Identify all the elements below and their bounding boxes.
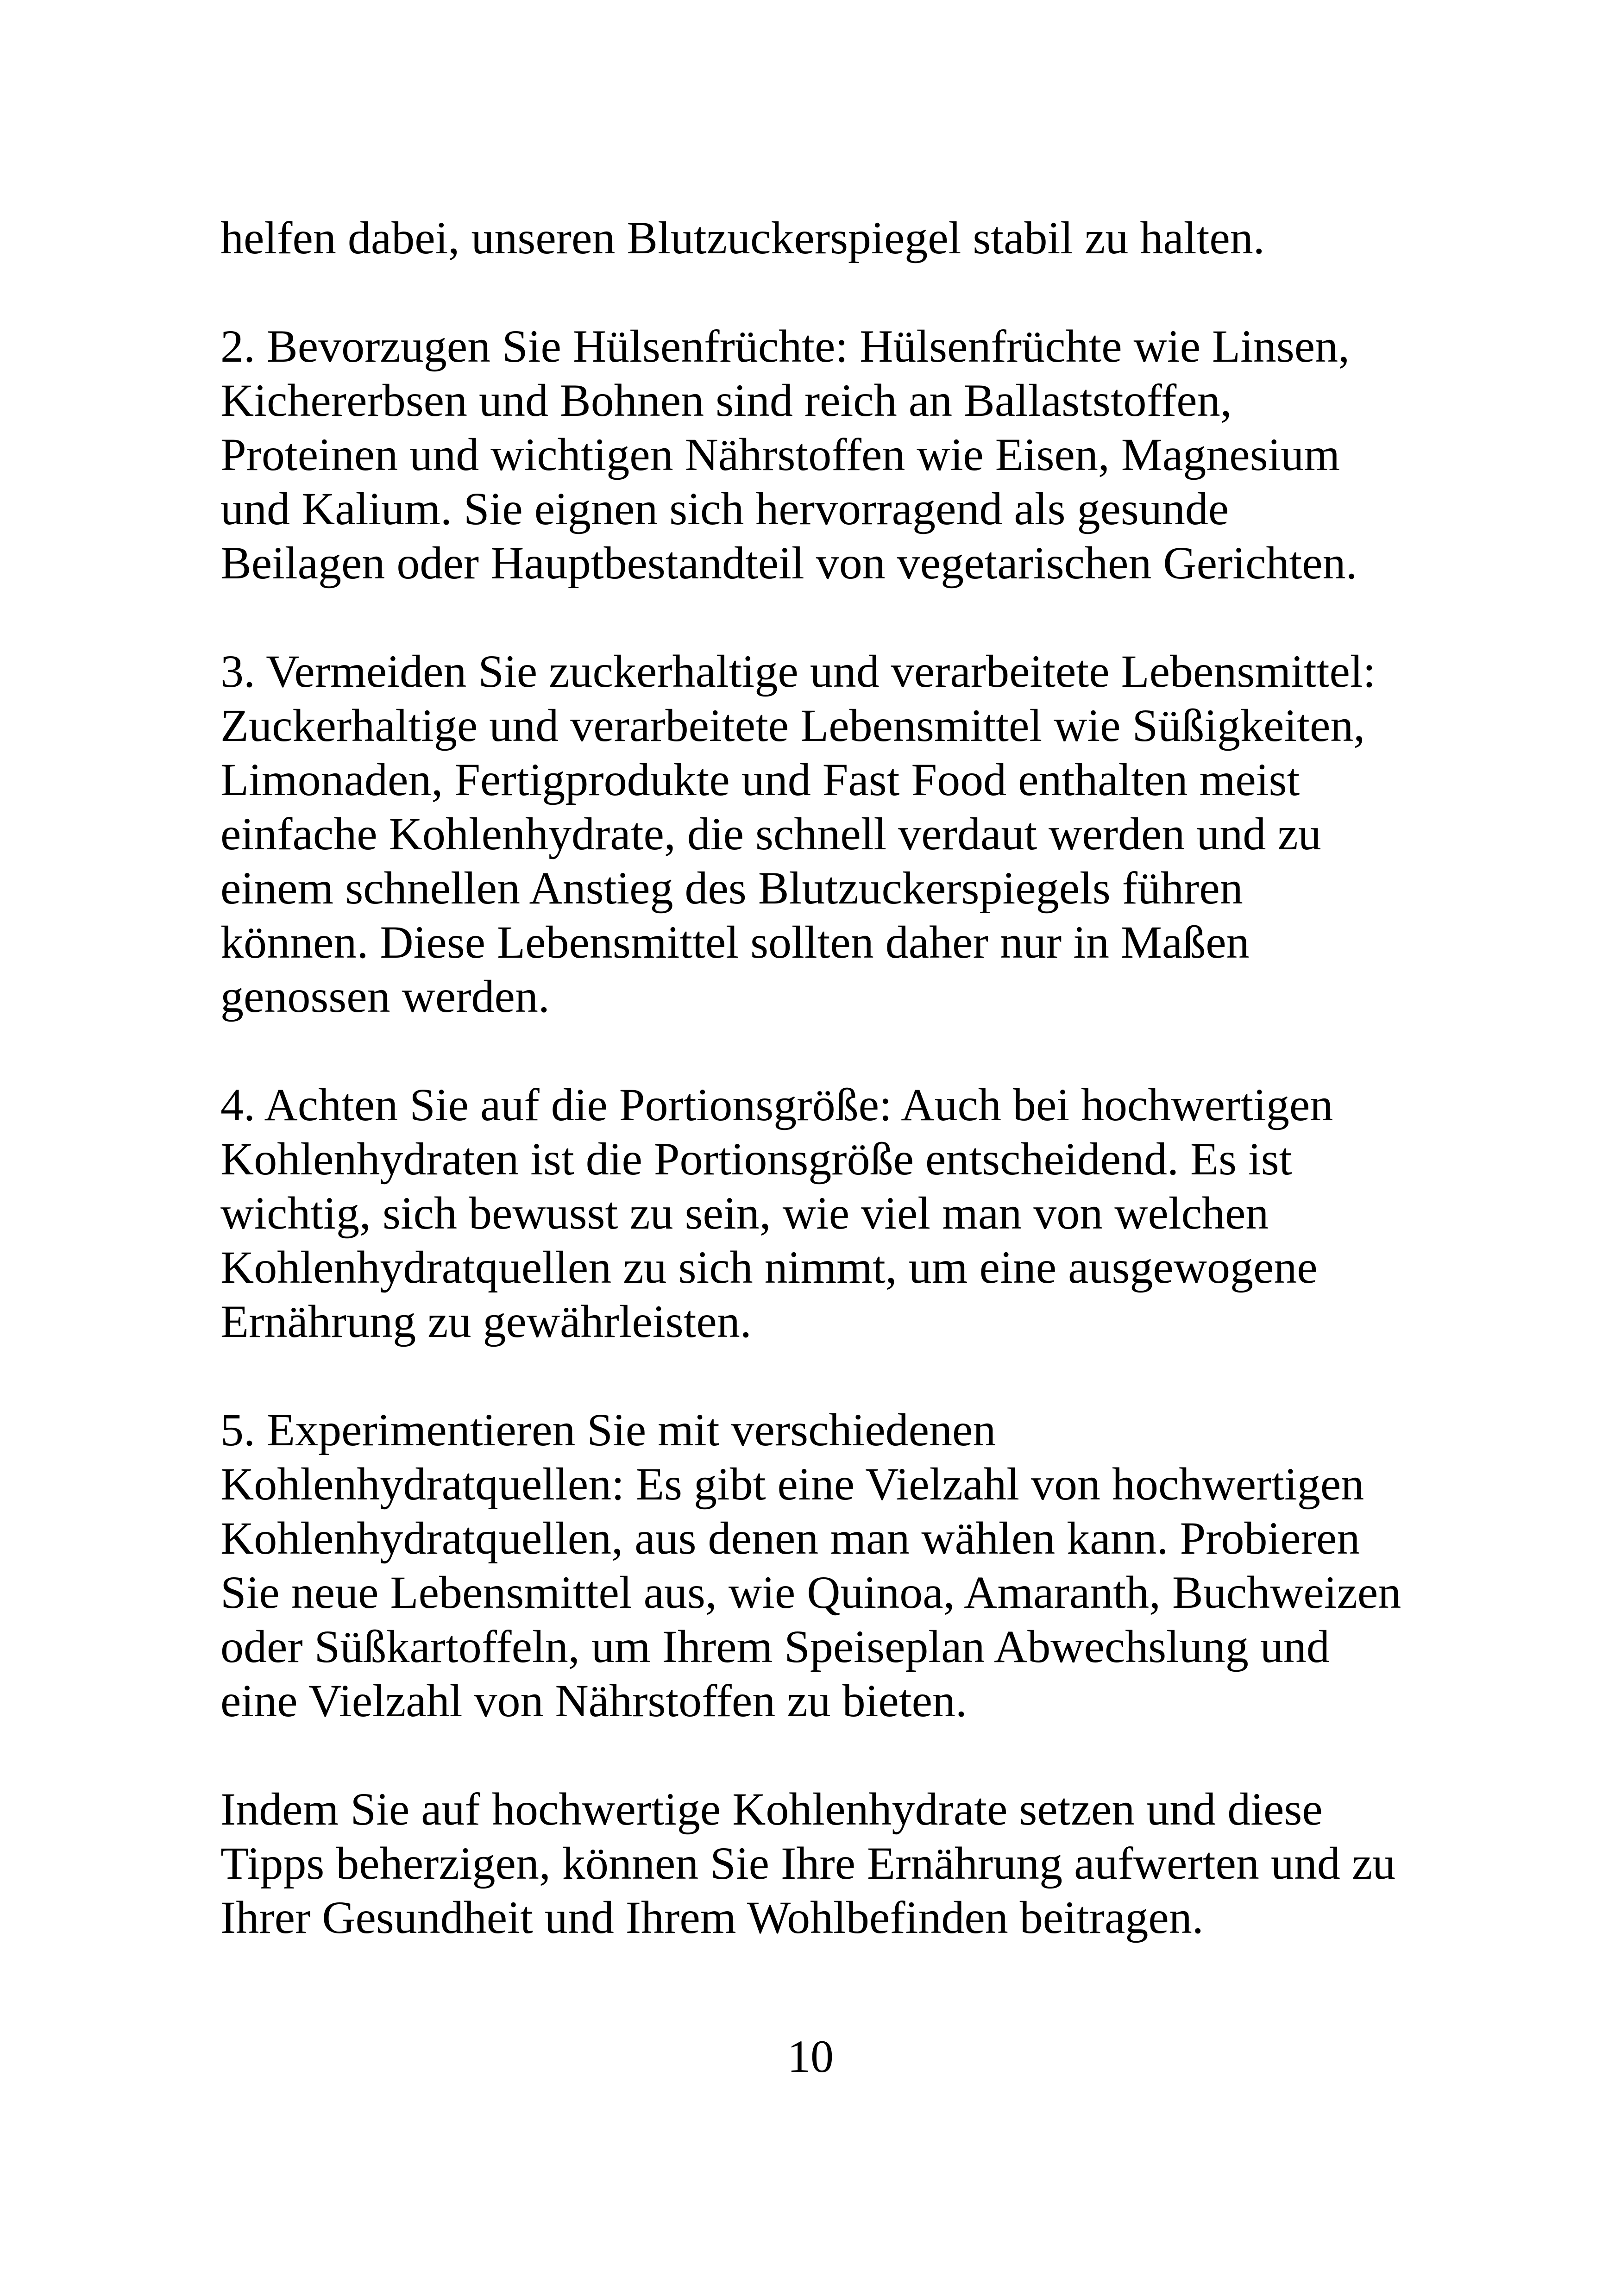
text-line: einem schnellen Anstieg des Blutzuckerspiegels führen — [220, 862, 1243, 914]
text-line: Proteinen und wichtigen Nährstoffen wie Eisen, Magnesium — [220, 429, 1340, 480]
text-line: helfen dabei, unseren Blutzuckerspiegel stabil zu halten. — [220, 212, 1265, 263]
text-line: und Kalium. Sie eignen sich hervorragend als gesunde — [220, 483, 1229, 534]
text-line: Limonaden, Fertigprodukte und Fast Food enthalten meist — [220, 754, 1300, 805]
text-line: Kichererbsen und Bohnen sind reich an Ballaststoffen, — [220, 375, 1232, 426]
text-line: Sie neue Lebensmittel aus, wie Quinoa, Amaranth, Buchweizen — [220, 1567, 1401, 1618]
text-line: 2. Bevorzugen Sie Hülsenfrüchte: Hülsenfrüchte wie Linsen, — [220, 320, 1350, 372]
body-text — [220, 211, 1452, 1999]
text-line: oder Süßkartoffeln, um Ihrem Speiseplan Abwechslung und — [220, 1621, 1330, 1672]
text-line: eine Vielzahl von Nährstoffen zu bieten. — [220, 1675, 967, 1726]
text-line: Ernährung zu gewährleisten. — [220, 1296, 752, 1347]
paragraph-tip-5 — [220, 1403, 1452, 1728]
text-line: Tipps beherzigen, können Sie Ihre Ernährung aufwerten und zu — [220, 1838, 1396, 1889]
paragraph-tip-2 — [220, 319, 1452, 590]
text-line: genossen werden. — [220, 971, 550, 1022]
paragraph-conclusion — [220, 1782, 1452, 1945]
text-line: können. Diese Lebensmittel sollten daher nur in Maßen — [220, 916, 1250, 968]
text-line: Kohlenhydratquellen: Es gibt eine Vielzahl von hochwertigen — [220, 1458, 1364, 1510]
text-line: 4. Achten Sie auf die Portionsgröße: Auch bei hochwertigen — [220, 1079, 1333, 1130]
text-line: Ihrer Gesundheit und Ihrem Wohlbefinden beitragen. — [220, 1892, 1204, 1943]
text-line: 5. Experimentieren Sie mit verschiedenen — [220, 1404, 996, 1455]
text-line: wichtig, sich bewusst zu sein, wie viel man von welchen — [220, 1187, 1269, 1239]
text-line: Zuckerhaltige und verarbeitete Lebensmittel wie Süßigkeiten, — [220, 700, 1365, 751]
paragraph-continuation — [220, 211, 1452, 265]
page-number: 10 — [787, 2031, 834, 2082]
text-line: Kohlenhydratquellen zu sich nimmt, um eine ausgewogene — [220, 1242, 1318, 1293]
text-line: Beilagen oder Hauptbestandteil von vegetarischen Gerichten. — [220, 537, 1357, 589]
paragraph-tip-3 — [220, 644, 1452, 1023]
text-line: Indem Sie auf hochwertige Kohlenhydrate setzen und diese — [220, 1783, 1323, 1835]
text-line: einfache Kohlenhydrate, die schnell verdaut werden und zu — [220, 808, 1321, 859]
text-line: Kohlenhydraten ist die Portionsgröße entscheidend. Es ist — [220, 1133, 1292, 1185]
paragraph-tip-4 — [220, 1078, 1452, 1349]
text-line: Kohlenhydratquellen, aus denen man wählen kann. Probieren — [220, 1512, 1360, 1564]
text-line: 3. Vermeiden Sie zuckerhaltige und verarbeitete Lebensmittel: — [220, 646, 1376, 697]
